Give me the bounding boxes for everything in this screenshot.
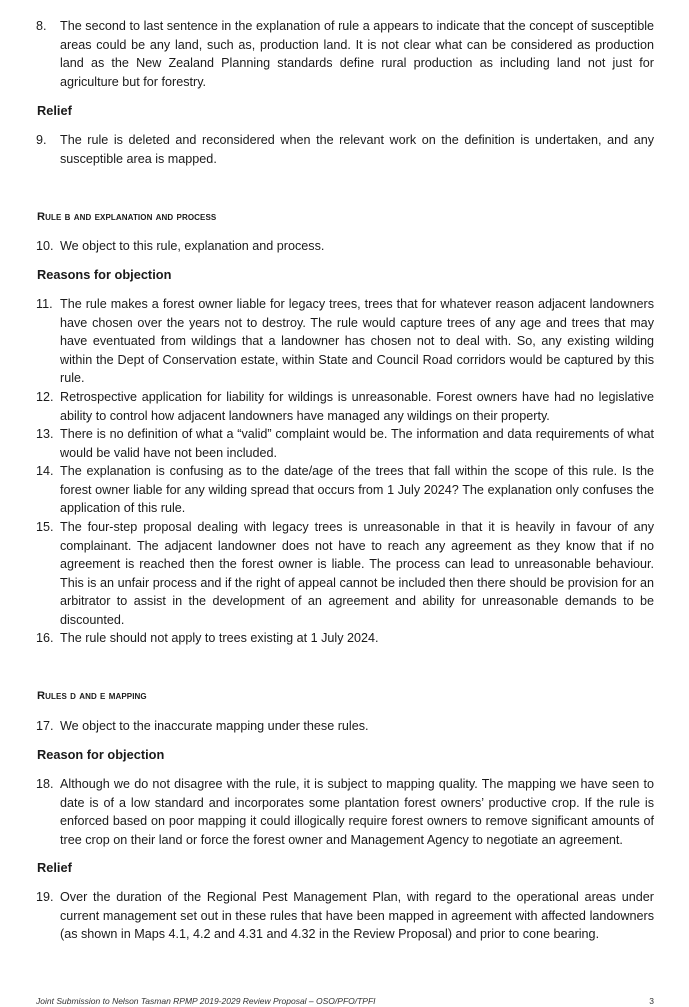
paragraph-number: 18.	[36, 777, 54, 791]
paragraph-text: The rule should not apply to trees existing at 1 July 2024.	[60, 631, 379, 645]
paragraph-9	[36, 131, 654, 168]
paragraph-number: 11.	[36, 297, 53, 311]
paragraph-text: We object to the inaccurate mapping under these rules.	[60, 719, 369, 733]
heading-reason-for-objection: Reason for objection	[37, 747, 165, 762]
paragraph-number: 14.	[36, 464, 54, 478]
paragraph-number: 10.	[36, 239, 54, 253]
paragraph-17	[36, 717, 654, 736]
paragraph-number: 8.	[36, 19, 47, 33]
heading-relief: Relief	[37, 103, 72, 118]
paragraph-text: There is no definition of what a “valid” complaint would be. The information and data requirements of what would be valid have not been included.	[60, 427, 654, 460]
paragraph-text: The second to last sentence in the explanation of rule a appears to indicate that the concept of susceptible areas could be any land, such as, production land. It is not clear what can be considered as production land as the New Zealand Planning standards define rural production as including land not just for agriculture but for forestry.	[60, 19, 654, 89]
paragraph-15	[36, 518, 654, 630]
paragraph-text: Retrospective application for liability for wildings is unreasonable. Forest owners have had no legislative ability to control how adjacent landowners have managed any wildings on their property.	[60, 390, 654, 423]
footer-text: Joint Submission to Nelson Tasman RPMP 2019-2029 Review Proposal – OSO/PFO/TPFI	[36, 996, 376, 1006]
paragraph-number: 16.	[36, 631, 54, 645]
paragraph-text: Although we do not disagree with the rule, it is subject to mapping quality. The mapping we have seen to date is of a low standard and incorporates some plantation forest owners’ productive crop. If the rule is enforced based on poor mapping it could illogically require forest owners to remove significant amounts of tree crop on their land or force the forest owner and Management Agency to negotiate an agreement.	[60, 777, 654, 847]
paragraph-8	[36, 17, 654, 91]
paragraph-number: 13.	[36, 427, 54, 441]
paragraph-number: 9.	[36, 133, 47, 147]
page-number: 3	[649, 996, 654, 1006]
section-heading-rule-b: Rule b and explanation and process	[37, 211, 217, 223]
paragraph-number: 17.	[36, 719, 54, 733]
paragraph-text: The rule is deleted and reconsidered when the relevant work on the definition is undertaken, and any susceptible area is mapped.	[60, 133, 654, 166]
paragraph-14	[36, 462, 654, 518]
paragraph-19	[36, 888, 654, 944]
heading-reasons-for-objection: Reasons for objection	[37, 267, 172, 282]
paragraph-text: Over the duration of the Regional Pest Management Plan, with regard to the operational areas under current management set out in these rules that have been mapped in agreement with affected landowners (as shown in Maps 4.1, 4.2 and 4.31 and 4.32 in the Review Proposal) and prior to cone bearing.	[60, 890, 654, 942]
paragraph-13	[36, 425, 654, 462]
paragraph-text: We object to this rule, explanation and process.	[60, 239, 325, 253]
paragraph-text: The explanation is confusing as to the date/age of the trees that fall within the scope of this rule. Is the forest owner liable for any wilding spread that occurs from 1 July 2024? The explanation only confuses the application of this rule.	[60, 464, 654, 516]
paragraph-18	[36, 775, 654, 849]
paragraph-number: 15.	[36, 520, 54, 534]
heading-relief: Relief	[37, 860, 72, 875]
page-footer	[36, 995, 654, 1007]
paragraph-text: The rule makes a forest owner liable for legacy trees, trees that for whatever reason adjacent landowners have chosen over the years not to destroy. The rule would capture trees of any age and trees that may have eventuated from wildings that a landowner has chosen not to deal with. So, any existing wilding within the Dept of Conservation estate, within State and Council Road corridors would be captured by this rule.	[60, 297, 654, 386]
paragraph-11	[36, 295, 654, 388]
paragraph-10	[36, 237, 654, 256]
paragraph-12	[36, 388, 654, 425]
paragraph-number: 19.	[36, 890, 54, 904]
paragraph-number: 12.	[36, 390, 54, 404]
paragraph-text: The four-step proposal dealing with legacy trees is unreasonable in that it is heavily in favour of any complainant. The adjacent landowner does not have to reach any agreement as they know that if no agreement is reached then the forest owner is liable. The process can lead to unreasonable behaviour. This is an unfair process and if the right of appeal cannot be included then there should be provision for an arbitrator to assist in the development of an agreement and ability for unreasonable demands to be discounted.	[60, 520, 654, 627]
section-heading-rules-d-e: Rules d and e mapping	[37, 690, 147, 702]
paragraph-16	[36, 629, 654, 648]
